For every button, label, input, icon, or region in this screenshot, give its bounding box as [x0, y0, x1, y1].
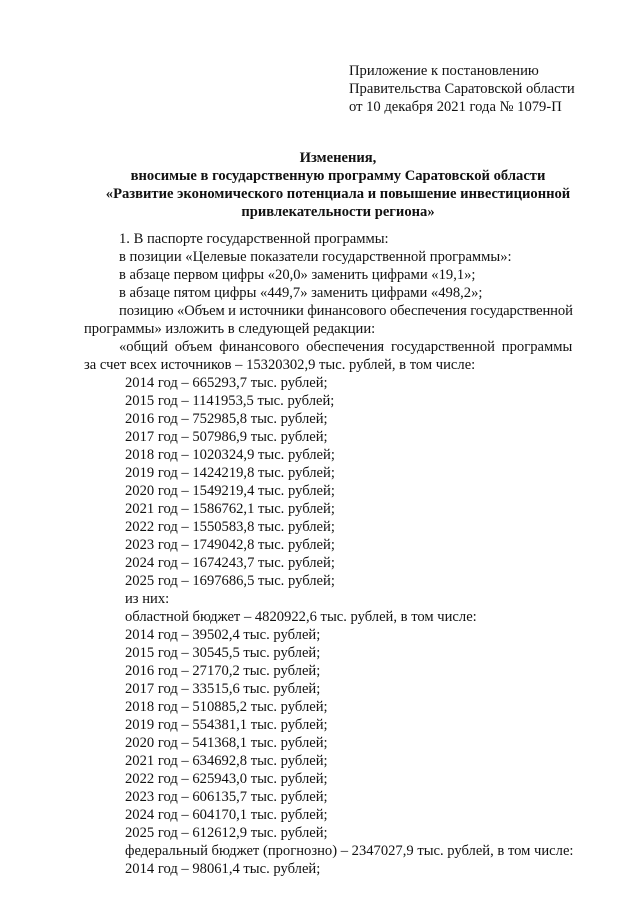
regional-years-list — [84, 626, 588, 842]
federal-year-item: 2014 год – 98061,4 тыс. рублей; — [125, 861, 321, 877]
paragraph-4: в абзаце пятом цифры «449,7» заменить цифрами «498,2»; — [119, 285, 483, 301]
title-line-1: Изменения, — [299, 150, 377, 166]
total-year-item: 2024 год – 1674243,7 тыс. рублей; — [125, 555, 335, 571]
title-line-4: привлекательности региона» — [241, 204, 435, 220]
regional-year-item: 2024 год – 604170,1 тыс. рублей; — [125, 807, 328, 823]
total-years-list — [84, 374, 588, 590]
regional-year-item: 2019 год – 554381,1 тыс. рублей; — [125, 717, 328, 733]
total-year-item: 2018 год – 1020324,9 тыс. рублей; — [125, 447, 335, 463]
regional-year-item: 2025 год – 612612,9 тыс. рублей; — [125, 825, 328, 841]
paragraph-3: в абзаце первом цифры «20,0» заменить цифрами «19,1»; — [119, 267, 476, 283]
document-title — [88, 149, 588, 221]
paragraph-5-line-1: позицию «Объем и источники финансового обеспечения государственной — [119, 303, 573, 319]
regional-year-item: 2017 год – 33515,6 тыс. рублей; — [125, 681, 321, 697]
regional-year-item: 2018 год – 510885,2 тыс. рублей; — [125, 699, 328, 715]
regional-year-item: 2020 год – 541368,1 тыс. рублей; — [125, 735, 328, 751]
federal-years-list — [84, 860, 588, 878]
federal-budget-line: федеральный бюджет (прогнозно) – 2347027,9 тыс. рублей, в том числе: — [125, 843, 574, 859]
approval-block — [349, 62, 609, 116]
paragraph-1: 1. В паспорте государственной программы: — [119, 231, 389, 247]
regional-year-item: 2021 год – 634692,8 тыс. рублей; — [125, 753, 328, 769]
regional-year-item: 2015 год – 30545,5 тыс. рублей; — [125, 645, 321, 661]
total-year-item: 2021 год – 1586762,1 тыс. рублей; — [125, 501, 335, 517]
total-year-item: 2022 год – 1550583,8 тыс. рублей; — [125, 519, 335, 535]
regional-year-item: 2023 год – 606135,7 тыс. рублей; — [125, 789, 328, 805]
total-year-item: 2016 год – 752985,8 тыс. рублей; — [125, 411, 328, 427]
regional-year-item: 2016 год – 27170,2 тыс. рублей; — [125, 663, 321, 679]
total-year-item: 2020 год – 1549219,4 тыс. рублей; — [125, 483, 335, 499]
regional-year-item: 2022 год – 625943,0 тыс. рублей; — [125, 771, 328, 787]
document-body — [84, 230, 588, 878]
paragraph-2: в позиции «Целевые показатели государственной программы»: — [119, 249, 512, 265]
regional-budget-line: областной бюджет – 4820922,6 тыс. рублей, в том числе: — [125, 609, 477, 625]
paragraph-5-line-2: программы» изложить в следующей редакции: — [84, 321, 376, 337]
total-year-item: 2019 год – 1424219,8 тыс. рублей; — [125, 465, 335, 481]
title-line-3: «Развитие экономического потенциала и повышение инвестиционной — [105, 186, 571, 202]
paragraph-6-line-2: за счет всех источников – 15320302,9 тыс. рублей, в том числе: — [84, 357, 476, 373]
total-year-item: 2014 год – 665293,7 тыс. рублей; — [125, 375, 328, 391]
regional-year-item: 2014 год – 39502,4 тыс. рублей; — [125, 627, 321, 643]
total-year-item: 2023 год – 1749042,8 тыс. рублей; — [125, 537, 335, 553]
total-year-item: 2015 год – 1141953,5 тыс. рублей; — [125, 393, 335, 409]
total-year-item: 2017 год – 507986,9 тыс. рублей; — [125, 429, 328, 445]
approval-line-3: от 10 декабря 2021 года № 1079-П — [349, 99, 562, 115]
approval-line-2: Правительства Саратовской области — [349, 81, 575, 97]
total-year-item: 2025 год – 1697686,5 тыс. рублей; — [125, 573, 335, 589]
paragraph-6-line-1: «общий объем финансового обеспечения государственной программы — [119, 339, 573, 355]
title-line-2: вносимые в государственную программу Саратовской области — [130, 168, 546, 184]
of-them-label: из них: — [125, 591, 170, 607]
approval-line-1: Приложение к постановлению — [349, 63, 539, 79]
